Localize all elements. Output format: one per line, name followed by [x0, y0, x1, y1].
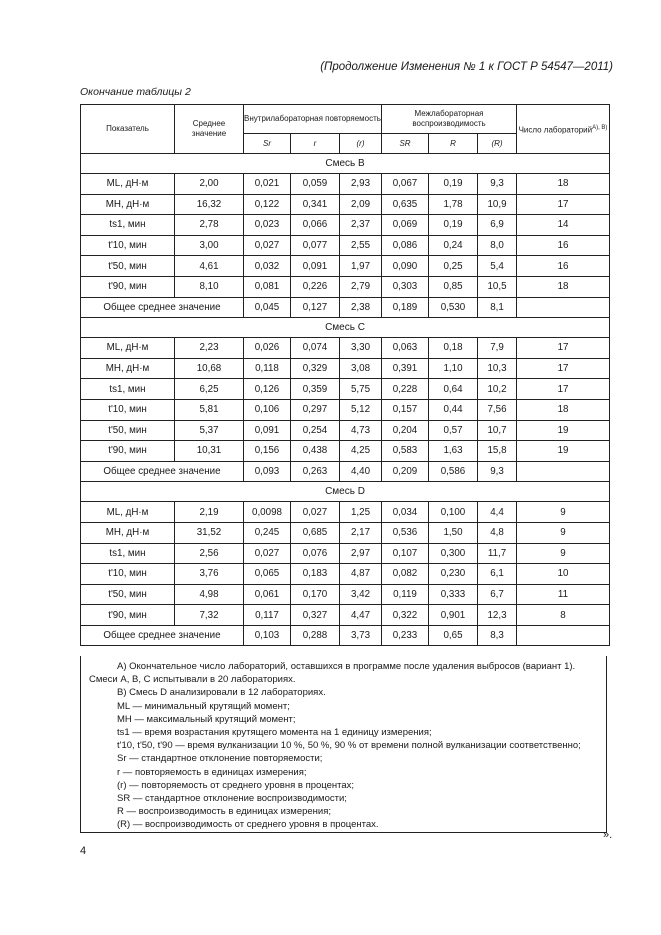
row-indicator: t'10, мин — [81, 235, 175, 256]
table-cell: 7,9 — [478, 338, 517, 359]
row-indicator: t'10, мин — [81, 399, 175, 420]
table-cell: 0,027 — [244, 543, 291, 564]
table-cell: 0,081 — [244, 276, 291, 297]
table-cell: 8,10 — [175, 276, 244, 297]
table-cell: 2,09 — [340, 194, 382, 215]
average-cell: 3,73 — [340, 625, 382, 646]
table-cell: 0,226 — [291, 276, 340, 297]
average-cell: 8,1 — [478, 297, 517, 318]
table-cell: 6,25 — [175, 379, 244, 400]
table-cell: 0,091 — [291, 256, 340, 277]
average-cell: 0,209 — [382, 461, 429, 482]
table-cell: 9 — [517, 543, 610, 564]
section-title: Смесь C — [81, 318, 610, 338]
table-cell: 0,027 — [291, 502, 340, 523]
average-cell: 0,263 — [291, 461, 340, 482]
table-row — [81, 338, 610, 359]
table-cell: 0,64 — [429, 379, 478, 400]
header-repeatability: Внутрилабораторная повторяемость — [244, 105, 382, 134]
table-cell: 2,00 — [175, 174, 244, 195]
footnote-line: ts1 — время возрастания крутящего момента на 1 единицу измерения; — [117, 727, 432, 739]
header-labs: Число лабораторий$^{A), B)}$ — [517, 105, 610, 154]
table-cell: 8 — [517, 605, 610, 626]
table-cell: 7,32 — [175, 605, 244, 626]
table-cell: 18 — [517, 276, 610, 297]
header-reproducibility: Межлабораторная воспроизводимость — [382, 105, 517, 134]
table-cell: 2,17 — [340, 522, 382, 543]
average-cell: 9,3 — [478, 461, 517, 482]
table-cell: 0,183 — [291, 564, 340, 585]
row-indicator: ts1, мин — [81, 379, 175, 400]
table-cell: 0,021 — [244, 174, 291, 195]
table-cell: 2,55 — [340, 235, 382, 256]
table-cell: 0,536 — [382, 522, 429, 543]
table-cell: 0,341 — [291, 194, 340, 215]
page-number: 4 — [80, 845, 87, 857]
row-indicator: t'50, мин — [81, 420, 175, 441]
amendment-header-note: (Продолжение Изменения № 1 к ГОСТ Р 54547—2011) — [320, 61, 613, 73]
table-row — [81, 358, 610, 379]
table-cell: 0,032 — [244, 256, 291, 277]
footnote-line: r — повторяемость в единицах измерения; — [117, 766, 307, 778]
table-cell: 5,81 — [175, 399, 244, 420]
table-cell: 0,170 — [291, 584, 340, 605]
table-cell: 6,7 — [478, 584, 517, 605]
closing-quote-mark: ». — [603, 829, 613, 841]
average-cell: 2,38 — [340, 297, 382, 318]
table-cell: 0,061 — [244, 584, 291, 605]
table-cell: 1,78 — [429, 194, 478, 215]
average-cell: 0,530 — [429, 297, 478, 318]
table-cell: 0,333 — [429, 584, 478, 605]
table-row — [81, 502, 610, 523]
table-cell: 4,8 — [478, 522, 517, 543]
table-cell: 0,391 — [382, 358, 429, 379]
table-cell: 10,5 — [478, 276, 517, 297]
average-cell: 0,288 — [291, 625, 340, 646]
table-cell: 0,077 — [291, 235, 340, 256]
row-indicator: MH, дН·м — [81, 194, 175, 215]
table-cell: 0,19 — [429, 174, 478, 195]
table-cell: 0,063 — [382, 338, 429, 359]
average-cell: 4,40 — [340, 461, 382, 482]
table-cell: 4,61 — [175, 256, 244, 277]
table-cell: 0,100 — [429, 502, 478, 523]
footnote-line: A) Окончательное число лабораторий, оставшихся в программе после удаления выбросов (вариант 1). — [117, 661, 576, 672]
table-cell: 0,076 — [291, 543, 340, 564]
table-row — [81, 399, 610, 420]
subheader-sr: Sr — [244, 134, 291, 154]
footnote-line: t'10, t'50, t'90 — время вулканизации 10 %, 50 %, 90 % от времени полной вулканизации соответственно; — [117, 740, 581, 752]
row-indicator: t'50, мин — [81, 584, 175, 605]
section-header-row — [81, 318, 610, 338]
table-cell: 0,086 — [382, 235, 429, 256]
table-cell: 16 — [517, 235, 610, 256]
table-row — [81, 276, 610, 297]
table-cell: 0,245 — [244, 522, 291, 543]
table-cell: 0,583 — [382, 441, 429, 462]
table-cell: 3,42 — [340, 584, 382, 605]
table-cell: 0,074 — [291, 338, 340, 359]
row-indicator: ts1, мин — [81, 543, 175, 564]
average-row — [81, 625, 610, 646]
table-cell: 15,8 — [478, 441, 517, 462]
table-cell: 17 — [517, 358, 610, 379]
section-title: Смесь B — [81, 154, 610, 174]
average-label: Общее среднее значение — [81, 297, 244, 318]
footnotes-block — [80, 656, 607, 833]
table-cell: 0,066 — [291, 215, 340, 236]
table-row — [81, 441, 610, 462]
table-cell: 5,4 — [478, 256, 517, 277]
table-row — [81, 194, 610, 215]
table-cell: 0,901 — [429, 605, 478, 626]
table-row — [81, 543, 610, 564]
table-row — [81, 420, 610, 441]
row-indicator: t'90, мин — [81, 441, 175, 462]
footnote-line: MH — максимальный крутящий момент; — [117, 713, 296, 725]
table-cell: 10,31 — [175, 441, 244, 462]
table-cell: 1,50 — [429, 522, 478, 543]
table-cell: 10,7 — [478, 420, 517, 441]
average-cell — [517, 625, 610, 646]
table-row — [81, 564, 610, 585]
table-caption: Окончание таблицы 2 — [80, 86, 191, 98]
header-indicator: Показатель — [81, 105, 175, 154]
table-cell: 0,117 — [244, 605, 291, 626]
table-cell: 0,069 — [382, 215, 429, 236]
section-title: Смесь D — [81, 482, 610, 502]
average-cell: 0,189 — [382, 297, 429, 318]
table-cell: 2,19 — [175, 502, 244, 523]
row-indicator: t'90, мин — [81, 605, 175, 626]
table-cell: 0,122 — [244, 194, 291, 215]
table-cell: 1,10 — [429, 358, 478, 379]
average-cell: 8,3 — [478, 625, 517, 646]
section-header-row — [81, 482, 610, 502]
table-cell: 31,52 — [175, 522, 244, 543]
table-cell: 0,119 — [382, 584, 429, 605]
table-cell: 1,25 — [340, 502, 382, 523]
footnote-line: Sr — стандартное отклонение повторяемости; — [117, 753, 323, 765]
footnote-line: B) Смесь D анализировали в 12 лабораториях. — [117, 687, 326, 699]
row-indicator: t'50, мин — [81, 256, 175, 277]
table-cell: 5,37 — [175, 420, 244, 441]
table-cell: 0,082 — [382, 564, 429, 585]
table-cell: 4,98 — [175, 584, 244, 605]
table-cell: 0,059 — [291, 174, 340, 195]
average-cell: 0,127 — [291, 297, 340, 318]
table-cell: 0,85 — [429, 276, 478, 297]
table-cell: 7,56 — [478, 399, 517, 420]
table-cell: 11,7 — [478, 543, 517, 564]
table-cell: 4,87 — [340, 564, 382, 585]
table-cell: 0,023 — [244, 215, 291, 236]
subheader-r-percent: (r) — [340, 134, 382, 154]
table-cell: 10,9 — [478, 194, 517, 215]
table-row — [81, 605, 610, 626]
table-cell: 0,359 — [291, 379, 340, 400]
table-cell: 8,0 — [478, 235, 517, 256]
table-cell: 0,230 — [429, 564, 478, 585]
table-cell: 0,635 — [382, 194, 429, 215]
row-indicator: ML, дН·м — [81, 338, 175, 359]
table-cell: 0,067 — [382, 174, 429, 195]
table-cell: 0,57 — [429, 420, 478, 441]
table-row — [81, 215, 610, 236]
footnote-line: ML — минимальный крутящий момент; — [117, 700, 290, 712]
table-cell: 6,9 — [478, 215, 517, 236]
table-cell: 3,76 — [175, 564, 244, 585]
table-row — [81, 379, 610, 400]
table-cell: 0,25 — [429, 256, 478, 277]
average-cell: 0,233 — [382, 625, 429, 646]
subheader-r: r — [291, 134, 340, 154]
table-cell: 4,47 — [340, 605, 382, 626]
table-cell: 0,303 — [382, 276, 429, 297]
average-label: Общее среднее значение — [81, 625, 244, 646]
table-cell: 2,79 — [340, 276, 382, 297]
table-cell: 3,30 — [340, 338, 382, 359]
table-cell: 2,78 — [175, 215, 244, 236]
table-row — [81, 256, 610, 277]
table-cell: 0,228 — [382, 379, 429, 400]
table-row — [81, 174, 610, 195]
table-cell: 0,107 — [382, 543, 429, 564]
section-header-row — [81, 154, 610, 174]
table-cell: 17 — [517, 338, 610, 359]
table-cell: 0,438 — [291, 441, 340, 462]
table-cell: 0,254 — [291, 420, 340, 441]
table-cell: 9 — [517, 502, 610, 523]
table-cell: 16,32 — [175, 194, 244, 215]
table-cell: 5,75 — [340, 379, 382, 400]
table-cell: 9 — [517, 522, 610, 543]
table-cell: 0,24 — [429, 235, 478, 256]
table-cell: 2,93 — [340, 174, 382, 195]
table-cell: 6,1 — [478, 564, 517, 585]
table-cell: 0,19 — [429, 215, 478, 236]
table-cell: 1,97 — [340, 256, 382, 277]
table-cell: 17 — [517, 379, 610, 400]
footnote-line: (R) — воспроизводимость от среднего уровня в процентах. — [117, 819, 379, 831]
results-table — [80, 104, 610, 646]
table-cell: 0,327 — [291, 605, 340, 626]
table-cell: 19 — [517, 420, 610, 441]
table-cell: 18 — [517, 399, 610, 420]
table-cell: 0,034 — [382, 502, 429, 523]
average-label: Общее среднее значение — [81, 461, 244, 482]
table-cell: 4,4 — [478, 502, 517, 523]
table-cell: 0,300 — [429, 543, 478, 564]
table-cell: 0,156 — [244, 441, 291, 462]
row-indicator: MH, дН·м — [81, 522, 175, 543]
table-cell: 0,18 — [429, 338, 478, 359]
table-cell: 0,126 — [244, 379, 291, 400]
footnote-line: Смеси A, B, C испытывали в 20 лабораториях. — [89, 674, 296, 686]
table-cell: 0,090 — [382, 256, 429, 277]
table-cell: 0,091 — [244, 420, 291, 441]
table-cell: 4,73 — [340, 420, 382, 441]
row-indicator: ML, дН·м — [81, 502, 175, 523]
table-row — [81, 584, 610, 605]
table-cell: 2,56 — [175, 543, 244, 564]
table-cell: 0,44 — [429, 399, 478, 420]
table-cell: 0,065 — [244, 564, 291, 585]
row-indicator: t'10, мин — [81, 564, 175, 585]
table-cell: 0,322 — [382, 605, 429, 626]
table-cell: 14 — [517, 215, 610, 236]
table-cell: 3,08 — [340, 358, 382, 379]
table-cell: 1,63 — [429, 441, 478, 462]
table-cell: 0,204 — [382, 420, 429, 441]
table-cell: 4,25 — [340, 441, 382, 462]
table-cell: 17 — [517, 194, 610, 215]
row-indicator: MH, дН·м — [81, 358, 175, 379]
average-cell: 0,093 — [244, 461, 291, 482]
table-cell: 5,12 — [340, 399, 382, 420]
average-row — [81, 461, 610, 482]
table-cell: 0,157 — [382, 399, 429, 420]
table-cell: 2,97 — [340, 543, 382, 564]
row-indicator: ML, дН·м — [81, 174, 175, 195]
table-cell: 10 — [517, 564, 610, 585]
table-cell: 10,3 — [478, 358, 517, 379]
table-cell: 0,0098 — [244, 502, 291, 523]
footnote-line: (r) — повторяемость от среднего уровня в процентах; — [117, 779, 355, 791]
average-cell: 0,586 — [429, 461, 478, 482]
average-cell: 0,045 — [244, 297, 291, 318]
table-cell: 0,685 — [291, 522, 340, 543]
table-cell: 0,027 — [244, 235, 291, 256]
table-cell: 16 — [517, 256, 610, 277]
average-cell — [517, 461, 610, 482]
row-indicator: t'90, мин — [81, 276, 175, 297]
table-cell: 9,3 — [478, 174, 517, 195]
average-cell — [517, 297, 610, 318]
subheader-R: R — [429, 134, 478, 154]
average-cell: 0,65 — [429, 625, 478, 646]
table-cell: 3,00 — [175, 235, 244, 256]
table-cell: 18 — [517, 174, 610, 195]
table-cell: 2,37 — [340, 215, 382, 236]
header-mean: Среднее значение — [175, 105, 244, 154]
table-row — [81, 235, 610, 256]
table-cell: 11 — [517, 584, 610, 605]
footnote-line: SR — стандартное отклонение воспроизводимости; — [117, 793, 347, 805]
table-cell: 0,106 — [244, 399, 291, 420]
average-row — [81, 297, 610, 318]
table-cell: 12,3 — [478, 605, 517, 626]
subheader-R-percent: (R) — [478, 134, 517, 154]
table-cell: 10,68 — [175, 358, 244, 379]
table-cell: 19 — [517, 441, 610, 462]
table-cell: 0,118 — [244, 358, 291, 379]
table-cell: 0,329 — [291, 358, 340, 379]
table-row — [81, 522, 610, 543]
table-cell: 10,2 — [478, 379, 517, 400]
table-cell: 0,297 — [291, 399, 340, 420]
footnote-line: R — воспроизводимость в единицах измерения; — [117, 806, 332, 818]
row-indicator: ts1, мин — [81, 215, 175, 236]
table-cell: 0,026 — [244, 338, 291, 359]
subheader-sR: SR — [382, 134, 429, 154]
average-cell: 0,103 — [244, 625, 291, 646]
table-cell: 2,23 — [175, 338, 244, 359]
